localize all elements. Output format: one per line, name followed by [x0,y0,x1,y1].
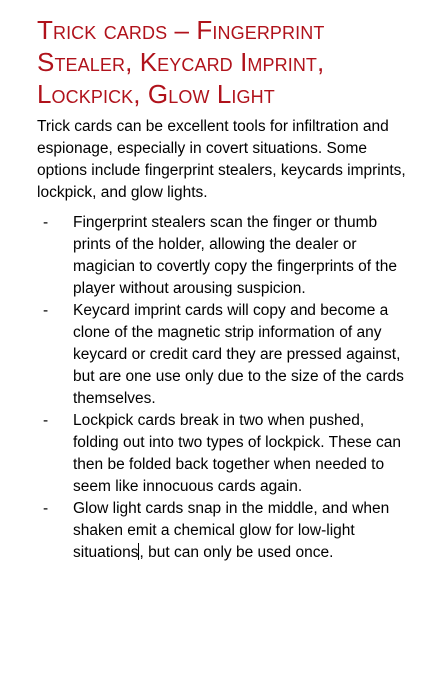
bullet-list [37,212,407,564]
list-item-text[interactable] [73,498,407,564]
bullet-marker: - [43,412,49,429]
list-item[interactable] [37,212,407,300]
list-item-text[interactable]: Lockpick cards break in two when pushed, folding out into two types of lockpick. These can then be folded back together when needed to seem like innocuous cards again. [73,412,401,495]
document-title: Trick cards – Fingerprint Stealer, Keycard Imprint, Lockpick, Glow Light [37,15,325,109]
document-page [37,14,407,564]
bullet-marker: - [43,500,49,517]
list-item-text[interactable]: Fingerprint stealers scan the finger or thumb prints of the holder, allowing the dealer or magician to covertly copy the fingerprints of the player without arousing suspicion. [73,214,397,297]
text-after-cursor: , but can only be used once. [139,544,334,561]
list-item[interactable] [37,300,407,410]
list-item[interactable] [37,410,407,498]
list-item[interactable] [37,498,407,564]
list-item-text[interactable]: Keycard imprint cards will copy and become a clone of the magnetic strip information of any keycard or credit card they are pressed against, but are one use only due to the size of the cards themselves. [73,302,404,407]
bullet-marker: - [43,302,49,319]
intro-paragraph[interactable]: Trick cards can be excellent tools for infiltration and espionage, especially in covert situations. Some options include fingerprint stealers, keycards imprints, lockpick, and glow lights. [37,118,406,201]
text-before-cursor: Glow light cards snap in the middle, and when shaken emit a chemical glow for low-light situations [73,500,390,561]
bullet-marker: - [43,214,49,231]
